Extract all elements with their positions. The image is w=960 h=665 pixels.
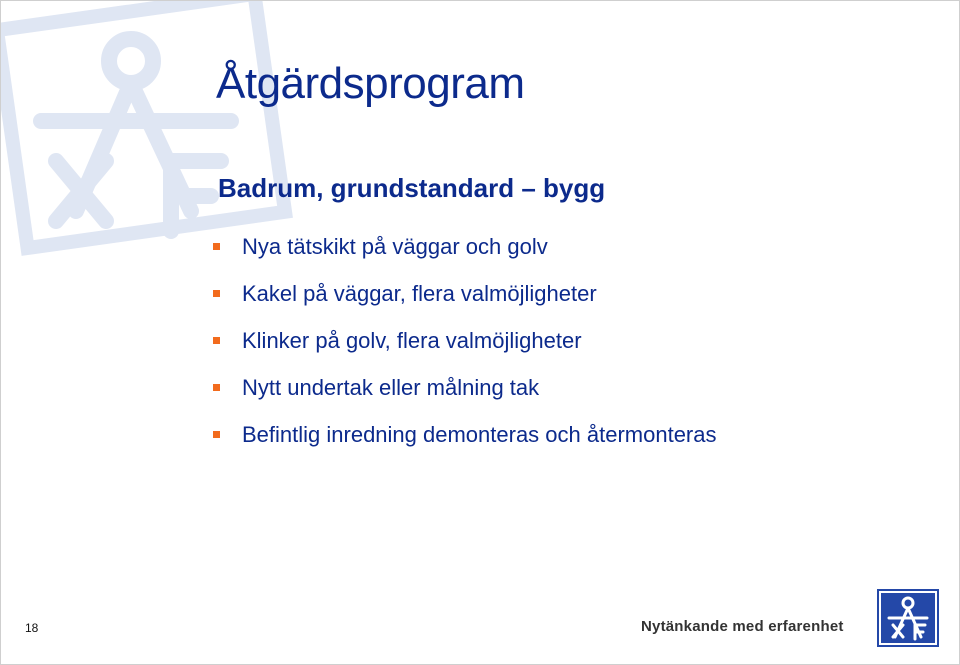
slide-subtitle: Badrum, grundstandard – bygg — [218, 173, 606, 203]
bullet-square-icon — [213, 243, 220, 250]
bullet-square-icon — [213, 290, 220, 297]
bullet-square-icon — [213, 337, 220, 344]
bullet-list — [213, 223, 717, 458]
page-number: 18 — [25, 621, 39, 635]
bullet-text: Kakel på väggar, flera valmöjligheter — [242, 280, 597, 306]
bullet-item — [213, 270, 717, 317]
bullet-square-icon — [213, 431, 220, 438]
company-tagline: Nytänkande med erfarenhet — [641, 618, 844, 635]
bullet-text: Nytt undertak eller målning tak — [242, 374, 540, 400]
bullet-item — [213, 364, 717, 411]
bullet-item — [213, 317, 717, 364]
slide-title: Åtgärdsprogram — [216, 59, 525, 108]
bullet-square-icon — [213, 384, 220, 391]
logo-watermark-icon — [0, 0, 301, 261]
bullet-item — [213, 223, 717, 270]
bullet-item — [213, 411, 717, 458]
bullet-text: Nya tätskikt på väggar och golv — [242, 233, 548, 259]
company-logo-icon — [877, 589, 939, 647]
bullet-text: Befintlig inredning demonteras och återmonteras — [242, 421, 717, 447]
bullet-text: Klinker på golv, flera valmöjligheter — [242, 327, 582, 353]
